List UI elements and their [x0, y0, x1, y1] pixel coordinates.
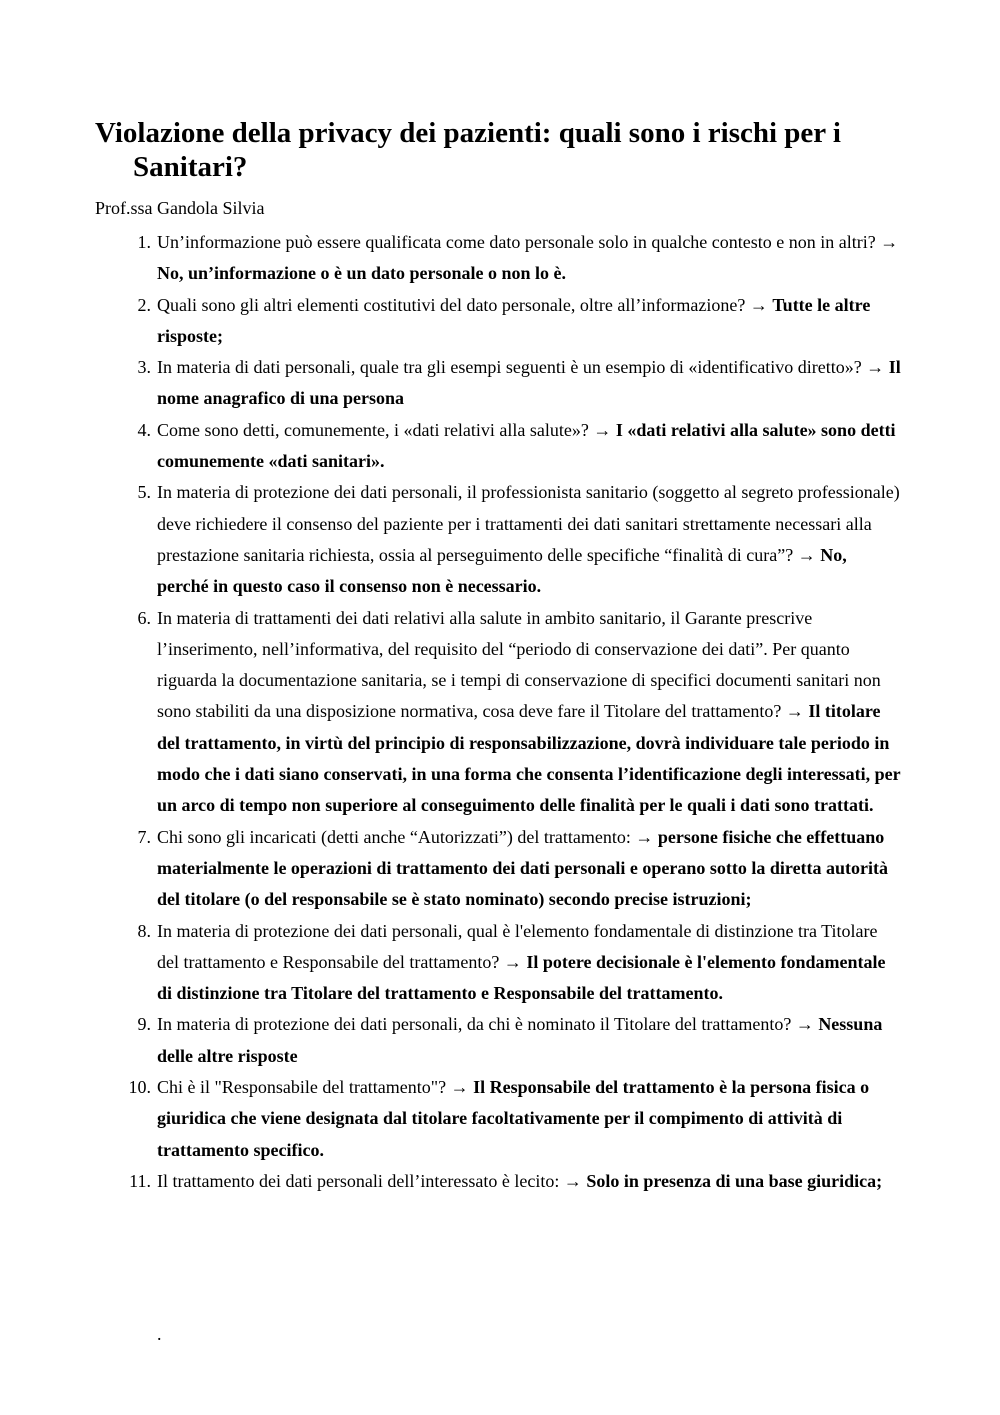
question-text: In materia di protezione dei dati personali, da chi è nominato il Titolare del trattamento? [157, 1014, 792, 1035]
list-item [137, 477, 902, 602]
arrow-glyph: → [880, 232, 899, 252]
question-text: In materia di protezione dei dati personali, qual è l'elemento fondamentale di distinzione tra Titolare del trattamento e Responsabile del trattamento? [157, 920, 878, 972]
arrow-glyph: → [795, 1014, 814, 1035]
question-text: In materia di trattamenti dei dati relativi alla salute in ambito sanitario, il Garante prescrive l’inserimento, nell’informativa, del requisito del “periodo di conservazione dei dati”. Per quanto riguarda la documentazione sanitaria, se i tempi di conservazione di specifici documenti sanitari non sono stabiliti da una disposizione normativa, cosa deve fare il Titolare del trattamento? [157, 607, 881, 722]
list-item [137, 352, 902, 415]
arrow-glyph: → [866, 357, 885, 378]
list-item [137, 415, 902, 478]
item-number: 11. [129, 1170, 151, 1191]
item-number: 3. [137, 357, 151, 378]
answer-text: Solo in presenza di una base giuridica; [586, 1170, 883, 1191]
list-item [129, 1166, 902, 1197]
question-text: Chi è il "Responsabile del trattamento"? [157, 1077, 447, 1098]
question-list [128, 227, 902, 1197]
question-text: Quali sono gli altri elementi costitutivi del dato personale, oltre all’informazione? [157, 294, 746, 315]
item-number: 1. [137, 232, 151, 252]
answer-text: Tutte le altre risposte; [157, 294, 871, 346]
item-number: 6. [137, 607, 151, 628]
answer-text: I «dati relativi alla salute» sono detti comunemente «dati sanitari». [157, 419, 896, 472]
item-number: 10. [128, 1077, 151, 1098]
list-item [137, 227, 902, 290]
item-number: 5. [137, 482, 151, 503]
list-item [137, 603, 902, 822]
item-number: 4. [137, 419, 151, 440]
arrow-glyph: → [749, 294, 768, 315]
trailing-mark: . [157, 1324, 162, 1344]
list-item [137, 1009, 902, 1072]
answer-text: persone fisiche che effettuano materialmente le operazioni di trattamento dei dati personali e operano sotto la diretta autorità del titolare (o del responsabile se è stato nominato) secondo precise istruzioni; [157, 826, 889, 910]
answer-text: Il Responsabile del trattamento è la persona fisica o giuridica che viene designata dal titolare facoltativamente per il compimento di attività di trattamento specifico. [157, 1077, 870, 1160]
answer-text: Nessuna delle altre risposte [157, 1014, 883, 1066]
question-text: Come sono detti, comunemente, i «dati relativi alla salute»? [157, 419, 589, 440]
list-item [137, 822, 902, 916]
arrow-glyph: → [797, 544, 816, 565]
answer-text: No, perché in questo caso il consenso non è necessario. [157, 544, 847, 597]
arrow-glyph: → [785, 701, 804, 722]
question-text: Il trattamento dei dati personali dell’interessato è lecito: [157, 1170, 560, 1191]
item-number: 7. [137, 826, 151, 847]
answer-text: No, un’informazione o è un dato personale o non lo è. [157, 263, 567, 284]
question-text: In materia di protezione dei dati personali, il professionista sanitario (soggetto al segreto professionale) deve richiedere il consenso del paziente per i trattamenti dei dati sanitari strettamente necessari alla prestazione sanitaria richiesta, ossia al perseguimento delle specifiche “finalità di cura”? [157, 482, 900, 565]
arrow-glyph: → [563, 1170, 582, 1191]
arrow-glyph: → [635, 826, 654, 847]
list-item [128, 1072, 902, 1166]
question-text: Un’informazione può essere qualificata come dato personale solo in qualche contesto e non in altri? [157, 232, 876, 252]
author-line: Prof.ssa Gandola Silvia [95, 198, 265, 218]
answer-text: Il nome anagrafico di una persona [157, 357, 901, 409]
list-item [137, 290, 902, 353]
arrow-glyph: → [593, 419, 612, 440]
arrow-glyph: → [503, 951, 522, 972]
question-text: Chi sono gli incaricati (detti anche “Autorizzati”) del trattamento: [157, 826, 631, 847]
item-number: 8. [137, 920, 151, 941]
item-number: 2. [137, 294, 151, 315]
answer-text: Il titolare del trattamento, in virtù del principio di responsabilizzazione, dovrà individuare tale periodo in modo che i dati siano conservati, in una forma che consenta l’identificazione degli interessati, per un arco di tempo non superiore al conseguimento delle finalità per le quali i dati sono trattati. [157, 701, 901, 816]
arrow-glyph: → [450, 1077, 469, 1098]
answer-text: Il potere decisionale è l'elemento fondamentale di distinzione tra Titolare del trattamento e Responsabile del trattamento. [157, 951, 886, 1004]
list-item [137, 916, 902, 1010]
item-number: 9. [137, 1014, 151, 1035]
question-text: In materia di dati personali, quale tra gli esempi seguenti è un esempio di «identificativo diretto»? [157, 357, 862, 378]
page-title: Violazione della privacy dei pazienti: quali sono i rischi per i Sanitari? [95, 117, 841, 183]
